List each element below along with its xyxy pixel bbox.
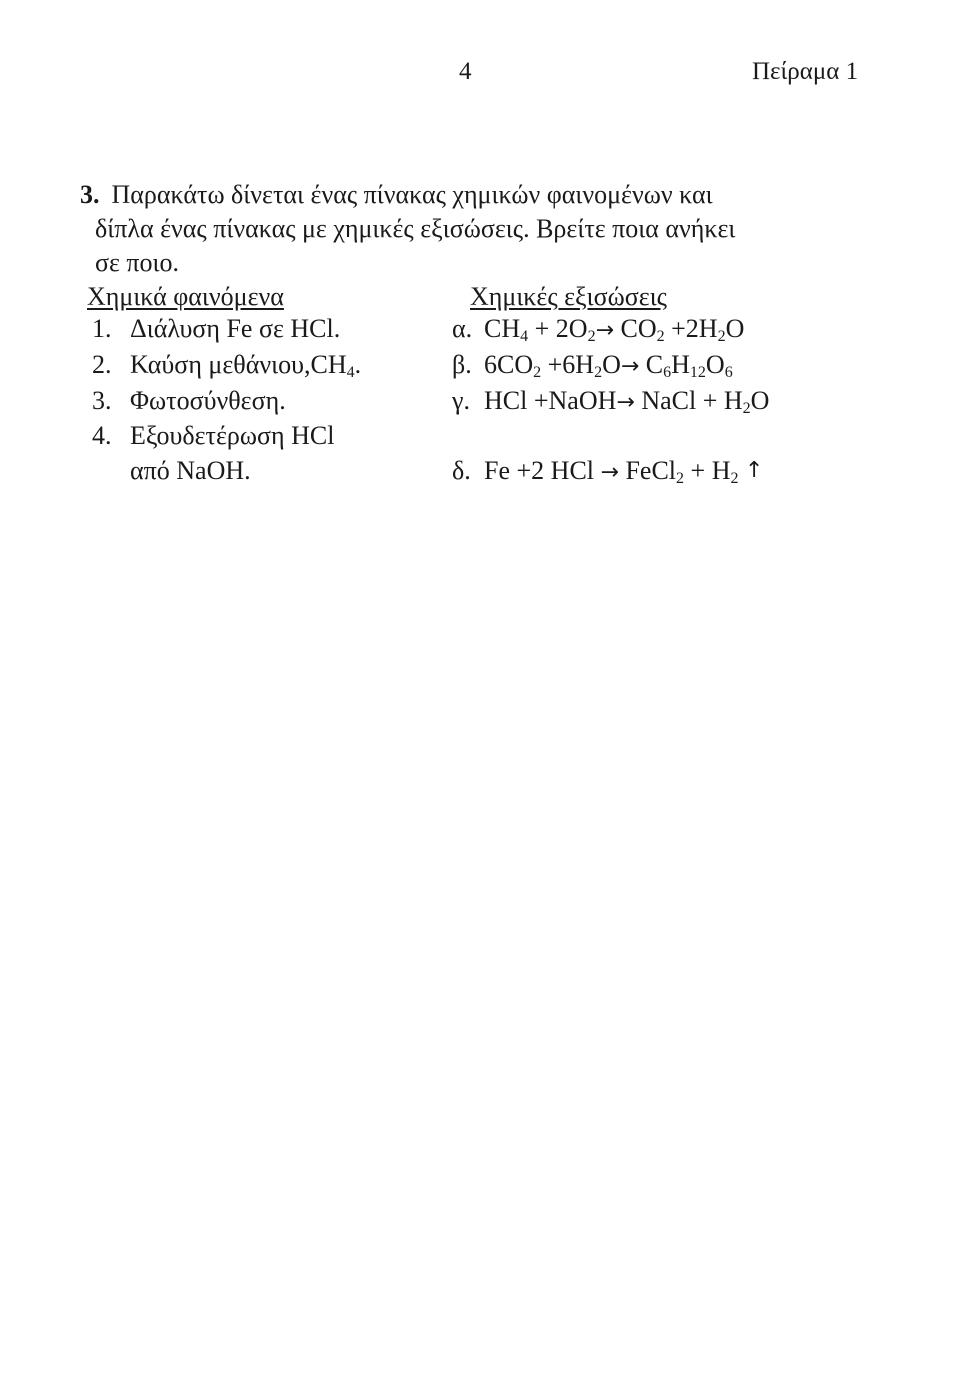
right-arrow-icon: → — [620, 354, 640, 379]
question-text — [80, 178, 865, 280]
eq-part: + H — [684, 456, 731, 485]
eq-part: +6H — [541, 350, 595, 379]
equation-letter: δ. — [452, 456, 471, 485]
eq-part: O — [705, 350, 725, 379]
eq-part: NaCl + H — [634, 386, 743, 415]
eq-part: Fe +2 HCl — [484, 456, 601, 485]
equation-item-d — [452, 456, 763, 488]
eq-subscript: 2 — [533, 364, 542, 381]
phenomenon-text: Εξουδετέρωση HCl — [130, 421, 335, 450]
right-arrow-icon: → — [595, 318, 615, 343]
eq-part: + 2O — [528, 314, 588, 343]
phenomenon-text: Διάλυση Fe σε HCl. — [130, 314, 341, 343]
eq-part: 6CO — [484, 350, 534, 379]
question-line-3: σε ποιο. — [95, 248, 180, 277]
right-arrow-icon: → — [600, 460, 619, 485]
phenomenon-text: Καύση μεθάνιου,CH — [130, 350, 347, 379]
eq-subscript: 2 — [676, 470, 685, 487]
eq-part: C — [639, 350, 664, 379]
question-number: 3. — [80, 180, 100, 209]
eq-subscript: 2 — [656, 328, 665, 345]
question-line-1-text: Παρακάτω δίνεται ένας πίνακας χημικών φαινομένων και — [111, 180, 713, 209]
phenomenon-item-1 — [92, 314, 340, 344]
phenomenon-number: 3. — [92, 386, 112, 415]
eq-subscript: 2 — [730, 470, 739, 487]
phenomena-heading: Χημικά φαινόμενα — [87, 282, 284, 311]
right-arrow-icon: → — [616, 390, 635, 415]
phenomenon-number: 1. — [92, 314, 112, 343]
phenomenon-subscript: 4 — [346, 364, 355, 381]
phenomenon-number: 2. — [92, 350, 112, 379]
eq-subscript: 2 — [717, 328, 726, 345]
eq-part: O — [602, 350, 621, 379]
eq-part: CH — [484, 314, 521, 343]
equation-letter: β. — [452, 350, 472, 379]
phenomenon-item-4 — [92, 421, 334, 451]
eq-subscript: 6 — [724, 364, 733, 381]
page-number: 4 — [459, 58, 472, 85]
phenomenon-item-4-continuation: από NaOH. — [130, 456, 251, 485]
eq-part: FeCl — [618, 456, 677, 485]
eq-part: O — [750, 386, 770, 415]
eq-subscript: 4 — [520, 328, 529, 345]
equation-item-c — [452, 386, 769, 418]
eq-part: H — [671, 350, 690, 379]
phenomenon-text-end: . — [354, 350, 362, 379]
eq-subscript: 6 — [663, 364, 672, 381]
phenomenon-item-2 — [92, 350, 361, 380]
eq-part: HCl +NaOH — [484, 386, 617, 415]
eq-part: CO — [614, 314, 657, 343]
up-arrow-icon: ↑ — [744, 458, 764, 483]
eq-subscript: 2 — [594, 364, 603, 381]
equation-item-b — [452, 350, 733, 382]
page-header-title: Πείραμα 1 — [752, 58, 859, 85]
equation-letter: γ. — [452, 386, 470, 415]
eq-part: +2H — [664, 314, 718, 343]
eq-subscript: 2 — [587, 328, 596, 345]
phenomenon-text: Φωτοσύνθεση. — [130, 386, 286, 415]
question-line-2: δίπλα ένας πίνακας με χημικές εξισώσεις. Βρείτε ποια ανήκει — [95, 214, 736, 243]
equation-letter: α. — [452, 314, 473, 343]
equation-item-a — [452, 314, 744, 346]
equations-heading: Χημικές εξισώσεις — [470, 282, 667, 311]
question-line-1 — [80, 178, 865, 212]
eq-subscript: 12 — [689, 364, 706, 381]
phenomenon-item-3 — [92, 386, 286, 416]
phenomenon-number: 4. — [92, 421, 112, 450]
eq-subscript: 2 — [742, 400, 751, 417]
eq-part: O — [725, 314, 745, 343]
